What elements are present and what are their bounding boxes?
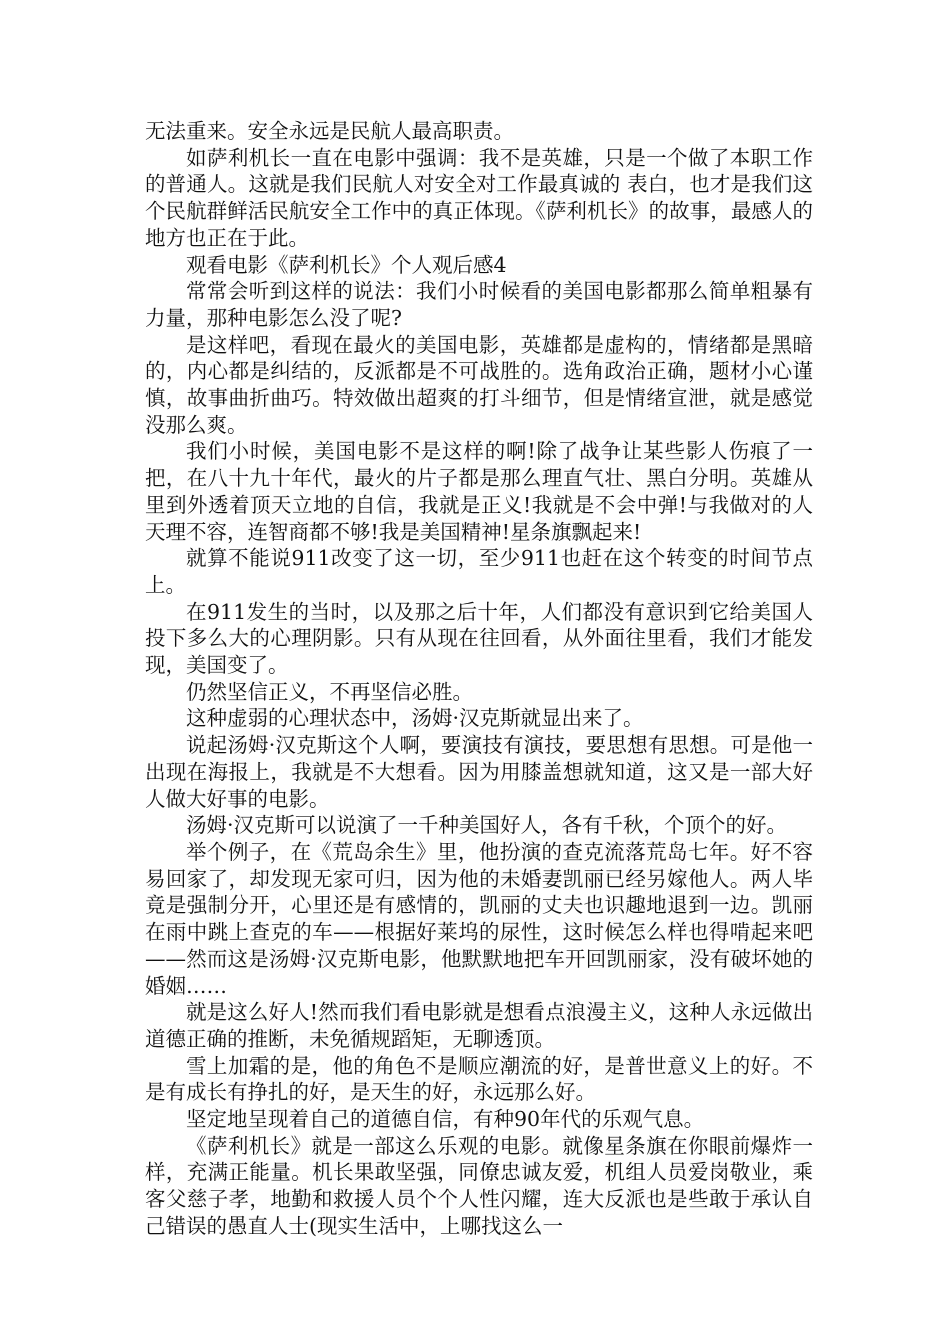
paragraph: 就是这么好人!然而我们看电影就是想看点浪漫主义，这种人永远做出道德正确的推断，未免循规蹈矩，无聊透顶。 xyxy=(145,1000,813,1051)
paragraph: 就算不能说911改变了这一切，至少911也赶在这个转变的时间节点上。 xyxy=(145,546,813,597)
paragraph: 在911发生的当时，以及那之后十年，人们都没有意识到它给美国人投下多么大的心理阴影。只有从现在往回看，从外面往里看，我们才能发现，美国变了。 xyxy=(145,599,813,678)
paragraph: 汤姆·汉克斯可以说演了一千种美国好人，各有千秋，个顶个的好。 xyxy=(186,813,788,838)
paragraph: 常常会听到这样的说法：我们小时候看的美国电影都那么简单粗暴有力量，那种电影怎么没了呢? xyxy=(145,279,813,330)
paragraph: 仍然坚信正义，不再坚信必胜。 xyxy=(186,679,473,704)
paragraph: 如萨利机长一直在电影中强调：我不是英雄，只是一个做了本职工作的普通人。这就是我们民航人对安全对工作最真诚的 表白，也才是我们这个民航群鲜活民航安全工作中的真正体现。《萨利机长》的故事，最感人的地方也正在于此。 xyxy=(145,145,813,250)
paragraph: 这种虚弱的心理状态中，汤姆·汉克斯就显出来了。 xyxy=(186,706,644,731)
paragraph: 举个例子，在《荒岛余生》里，他扮演的查克流落荒岛七年。好不容易回家了，却发现无家可归，因为他的未婚妻凯丽已经另嫁他人。两人毕竟是强制分开，心里还是有感情的，凯丽的丈夫也识趣地退到一边。凯丽在雨中跳上查克的车——根据好莱坞的尿性，这时候怎么样也得啃起来吧——然而这是汤姆·汉克斯电影，他默默地把车开回凯丽家，没有破坏她的婚姻…… xyxy=(145,839,813,998)
paragraph: 是这样吧，看现在最火的美国电影，英雄都是虚构的，情绪都是黑暗的，内心都是纠结的，反派都是不可战胜的。选角政治正确，题材小心谨慎，故事曲折曲巧。特效做出超爽的打斗细节，但是情绪宣泄，就是感觉没那么爽。 xyxy=(145,332,813,437)
paragraph: 雪上加霜的是，他的角色不是顺应潮流的好，是普世意义上的好。不是有成长有挣扎的好，是天生的好，永远那么好。 xyxy=(145,1053,813,1105)
section-heading: 观看电影《萨利机长》个人观后感4 xyxy=(186,252,507,277)
paragraph-continuation: 无法重来。安全永远是民航人最高职责。 xyxy=(145,119,514,143)
paragraph: 我们小时候，美国电影不是这样的啊!除了战争让某些影人伤痕了一把，在八十九十年代，最火的片子都是那么理直气壮、黑白分明。英雄从里到外透着顶天立地的自信，我就是正义!我就是不会中弹!与我做对的人天理不容，连智商都不够!我是美国精神!星条旗飘起来! xyxy=(145,439,813,544)
paragraph: 《萨利机长》就是一部这么乐观的电影。就像星条旗在你眼前爆炸一样，充满正能量。机长果敢坚强，同僚忠诚友爱，机组人员爱岗敬业，乘客父慈子孝，地勤和救援人员个个人性闪耀，连大反派也是些敢于承认自己错误的愚直人士(现实生活中，上哪找这么一 xyxy=(145,1133,813,1238)
paragraph: 坚定地呈现着自己的道德自信，有种90年代的乐观气息。 xyxy=(186,1107,705,1132)
document-page xyxy=(145,118,813,1240)
paragraph: 说起汤姆·汉克斯这个人啊，要演技有演技，要思想有思想。可是他一出现在海报上，我就是不大想看。因为用膝盖想就知道，这又是一部大好人做大好事的电影。 xyxy=(145,733,813,811)
